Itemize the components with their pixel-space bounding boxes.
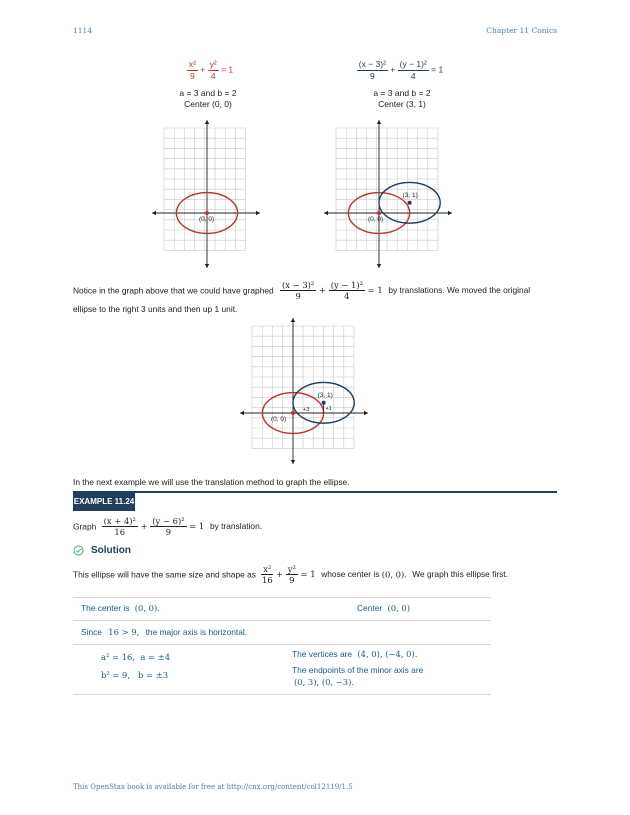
x-axis-arrow-right: [448, 211, 452, 215]
graph2-ab: a = 3 and b = 2: [373, 88, 431, 98]
graph2: [322, 118, 454, 270]
notice-paragraph-line2: ellipse to the right 3 units and then up 1 unit.: [73, 304, 238, 314]
table-rule-top: [73, 597, 491, 598]
row3-a: a² = 16, a = ±4: [101, 652, 171, 662]
example-label: EXAMPLE 11.24: [73, 493, 135, 511]
notice-paragraph-line1: Notice in the graph above that we could have graphed $\frac{\text{(x − 3)²}}{9}$ + $\frac{\text{(y − 1)²}}{4}$ = 1 by translations. We moved the original: [73, 280, 531, 302]
graph1-equation: $\frac{\text{x²}}{9}$ + $\frac{\text{y²}}{4}$ = 1: [188, 59, 234, 81]
row3-minor-values: (0, 3), (0, −3).: [294, 677, 355, 687]
graph2-origin-point: [377, 211, 381, 215]
graph1-grid: [164, 128, 246, 250]
row2: Since 16 > 9, the major axis is horizontal.: [81, 627, 248, 637]
graph3-up-label: +1: [325, 406, 332, 412]
solution-heading: Solution: [73, 545, 131, 556]
graph2-shifted-point: [408, 201, 412, 205]
x-axis-arrow-left: [240, 411, 244, 415]
page-number: 1114: [73, 26, 93, 35]
check-circle-icon: [73, 545, 84, 556]
row3-minor-text: The endpoints of the minor axis are: [292, 665, 424, 675]
graph1-center: Center (0, 0): [184, 99, 232, 109]
x-axis-arrow-right: [256, 211, 260, 215]
graph1-axes: [152, 120, 260, 268]
x-axis-arrow-right: [364, 411, 368, 415]
graph3-shifted-label: (3, 1): [317, 391, 333, 399]
next-example-text: In the next example we will use the translation method to graph the ellipse.: [73, 477, 350, 487]
table-rule-bottom: [73, 694, 491, 695]
graph3-origin-point: [291, 411, 295, 415]
example-statement: Graph $\frac{\text{(x + 4)²}}{16}$ + $\frac{\text{(y − 6)²}}{9}$ = 1 by translation.: [73, 516, 263, 538]
graph1-ab: a = 3 and b = 2: [179, 88, 237, 98]
graph3-origin-label: (0, 0): [271, 416, 287, 423]
graph1-center-point: [205, 211, 209, 215]
x-axis-arrow-left: [324, 211, 328, 215]
row3-b: b² = 9, b = ±3: [101, 670, 169, 680]
x-axis-arrow-left: [152, 211, 156, 215]
y-axis-arrow-down: [291, 460, 295, 464]
y-axis-arrow-down: [377, 264, 381, 268]
graph2-center: Center (3, 1): [378, 99, 426, 109]
row1-right: Center (0, 0): [357, 603, 410, 613]
y-axis-arrow-up: [291, 318, 295, 322]
graph2-equation: $\frac{\text{(x − 3)²}}{9}$ + $\frac{\text{(y − 1)²}}{4}$ = 1: [358, 59, 444, 81]
footer-text: This OpenStax book is available for free at http://cnx.org/content/col12119/1.5: [73, 783, 353, 791]
solution-intro: This ellipse will have the same size and shape as $\frac{\text{x²}}{16}$ + $\frac{\text{y²}}{9}$ = 1 whose center is (0, 0). We graph this ellipse first.: [73, 564, 508, 586]
y-axis-arrow-down: [205, 264, 209, 268]
graph3-right-label: +3: [303, 407, 310, 413]
graph1: [150, 118, 262, 270]
graph3-shifted-point: [322, 401, 326, 405]
table-rule-2: [73, 644, 491, 645]
chapter-title: Chapter 11 Conics: [486, 26, 557, 35]
y-axis-arrow-up: [205, 120, 209, 124]
row1-left: The center is (0, 0).: [81, 603, 160, 613]
row3-vertices: The vertices are (4, 0), (−4, 0).: [292, 649, 418, 659]
graph3: [238, 316, 370, 466]
example-rule: [73, 491, 557, 493]
graph1-center-label: (0, 0): [199, 216, 215, 223]
y-axis-arrow-up: [377, 120, 381, 124]
table-rule-1: [73, 620, 491, 621]
graph2-shifted-label: (3, 1): [402, 191, 418, 199]
graph2-origin-label: (0, 0): [368, 216, 384, 223]
